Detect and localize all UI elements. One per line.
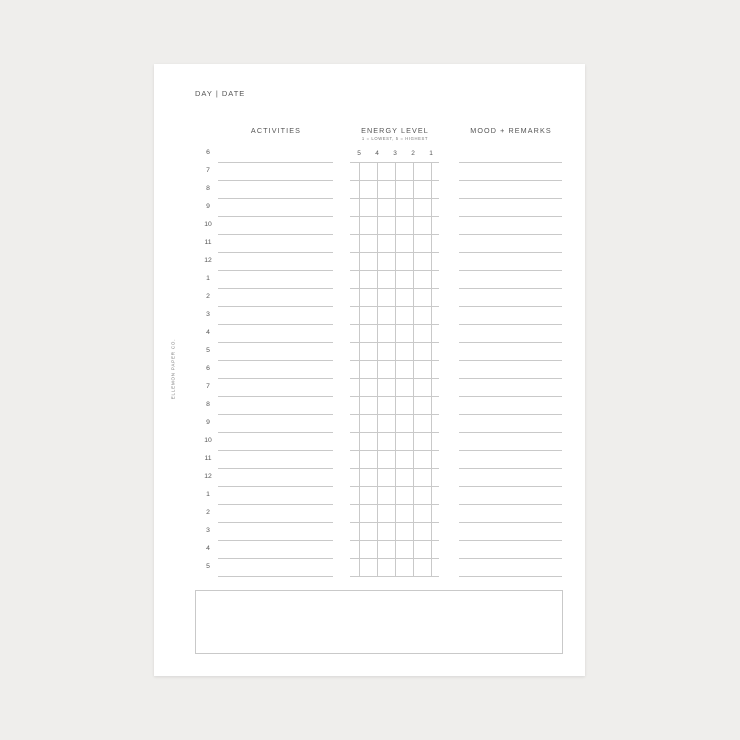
day-date-header: DAY | DATE [195,89,246,98]
hour-label: 10 [204,221,212,228]
mood-line[interactable] [459,198,562,199]
mood-line[interactable] [459,558,562,559]
hour-label: 2 [206,509,210,516]
mood-line[interactable] [459,252,562,253]
mood-line[interactable] [459,216,562,217]
activity-line[interactable] [218,450,333,451]
hour-label: 9 [206,419,210,426]
mood-remarks-heading: MOOD + REMARKS [470,126,552,135]
hour-label: 7 [206,383,210,390]
energy-column-line [431,162,432,576]
hour-label: 8 [206,185,210,192]
activity-line[interactable] [218,432,333,433]
mood-line[interactable] [459,342,562,343]
mood-line[interactable] [459,450,562,451]
activity-line[interactable] [218,234,333,235]
activity-line[interactable] [218,252,333,253]
mood-line[interactable] [459,180,562,181]
energy-scale-3: 3 [393,150,397,157]
hour-label: 12 [204,473,212,480]
mood-line[interactable] [459,504,562,505]
activity-line[interactable] [218,162,333,163]
hour-label: 3 [206,311,210,318]
energy-scale-2: 2 [411,150,415,157]
hour-label: 11 [204,239,212,246]
mood-line[interactable] [459,468,562,469]
energy-column-line [377,162,378,576]
mood-line[interactable] [459,162,562,163]
mood-line[interactable] [459,432,562,433]
mood-line[interactable] [459,234,562,235]
activity-line[interactable] [218,306,333,307]
activity-line[interactable] [218,216,333,217]
hour-label: 1 [206,275,210,282]
hour-label: 9 [206,203,210,210]
activity-line[interactable] [218,378,333,379]
energy-scale-4: 4 [375,150,379,157]
energy-column-line [413,162,414,576]
hour-label: 3 [206,527,210,534]
energy-level-subheading: 1 = LOWEST, 5 = HIGHEST [361,136,429,141]
activity-line[interactable] [218,360,333,361]
mood-line[interactable] [459,324,562,325]
activity-line[interactable] [218,342,333,343]
mood-line[interactable] [459,576,562,577]
activity-line[interactable] [218,396,333,397]
mood-line[interactable] [459,288,562,289]
mood-line[interactable] [459,396,562,397]
mood-line[interactable] [459,306,562,307]
activity-line[interactable] [218,180,333,181]
activity-line[interactable] [218,558,333,559]
energy-line[interactable] [350,576,439,577]
energy-column-line [359,162,360,576]
hour-label: 12 [204,257,212,264]
hour-label: 11 [204,455,212,462]
activity-line[interactable] [218,270,333,271]
hour-label: 4 [206,545,210,552]
mood-line[interactable] [459,360,562,361]
mood-line[interactable] [459,540,562,541]
hour-label: 2 [206,293,210,300]
energy-level-heading: ENERGY LEVEL [361,126,429,135]
planner-sheet [154,64,585,676]
hour-label: 5 [206,347,210,354]
activity-line[interactable] [218,540,333,541]
energy-scale-5: 5 [357,150,361,157]
mood-line[interactable] [459,270,562,271]
hour-label: 6 [206,365,210,372]
hour-label: 6 [206,149,210,156]
mood-line[interactable] [459,414,562,415]
activity-line[interactable] [218,468,333,469]
activity-line[interactable] [218,576,333,577]
activity-line[interactable] [218,522,333,523]
activity-line[interactable] [218,324,333,325]
hour-label: 1 [206,491,210,498]
hour-label: 5 [206,563,210,570]
activity-line[interactable] [218,486,333,487]
activity-line[interactable] [218,198,333,199]
mood-line[interactable] [459,486,562,487]
hour-label: 7 [206,167,210,174]
energy-scale-1: 1 [429,150,433,157]
activity-line[interactable] [218,504,333,505]
hour-label: 10 [204,437,212,444]
activity-line[interactable] [218,288,333,289]
hour-label: 4 [206,329,210,336]
brand-label: ELLEMON PAPER CO. [170,338,176,400]
hour-label: 8 [206,401,210,408]
energy-column-line [395,162,396,576]
notes-box[interactable] [195,590,563,654]
mood-line[interactable] [459,522,562,523]
activity-line[interactable] [218,414,333,415]
mood-line[interactable] [459,378,562,379]
activities-heading: ACTIVITIES [250,126,302,135]
